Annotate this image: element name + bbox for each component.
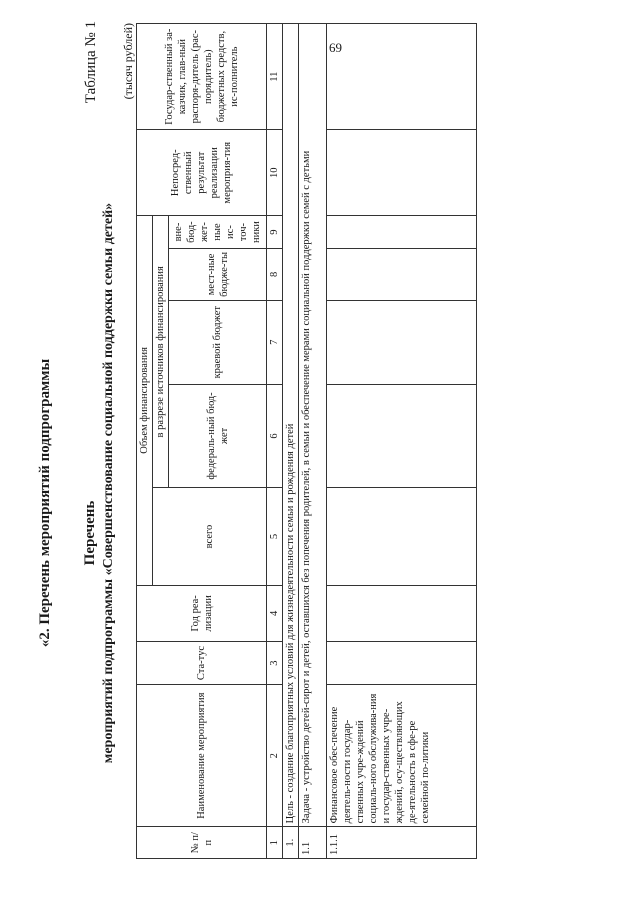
- empty-cell: [327, 488, 477, 585]
- col-number: 11: [267, 24, 283, 130]
- empty-cell: [327, 384, 477, 488]
- header-extra: вне-бюд-жет-ные ис-точ-ники: [169, 216, 267, 249]
- col-number: 10: [267, 130, 283, 216]
- rotated-page-content: [35, 21, 605, 883]
- col-number: 5: [267, 488, 283, 585]
- header-customer: Государ-ственный за-казчик, глав-ный распоря-дитель (рас-порядитель) бюджетных средств, ис-полнитель: [137, 24, 267, 130]
- section-heading: «2. Перечень мероприятий подпрограммы: [37, 358, 53, 648]
- header-num: № п/п: [137, 827, 267, 859]
- col-number: 4: [267, 585, 283, 641]
- col-number: 7: [267, 300, 283, 384]
- col-number: 9: [267, 216, 283, 249]
- col-number: 1: [267, 827, 283, 859]
- row-num: 1.1: [299, 827, 327, 859]
- header-year: Год реа-лизации: [137, 585, 267, 641]
- empty-cell: [327, 24, 477, 130]
- list-title: Перечень: [82, 500, 98, 566]
- col-number: 3: [267, 642, 283, 685]
- col-number: 2: [267, 685, 283, 827]
- empty-cell: [327, 642, 477, 685]
- header-funding: Объем финансирования: [137, 216, 153, 585]
- header-federal: федераль-ный бюд-жет: [169, 384, 267, 488]
- table-row: [283, 24, 299, 859]
- header-by-sources: в разрезе источников финансирования: [153, 216, 169, 488]
- col-number: 8: [267, 248, 283, 300]
- table-number: Таблица № 1: [83, 21, 99, 104]
- measure-name: Финансовое обес-печение деятель-ности государ-ственных учре-ждений социаль-ного обслужива-ния и государ-ственных учре-ждений, осу-ществляющих де-ятельность в сфе-ре семейной по-литики: [327, 685, 477, 827]
- header-status: Ста-тус: [137, 642, 267, 685]
- header-result: Непосред-ственный результат реализации мероприя-тия: [137, 130, 267, 216]
- units-label: (тысяч рублей): [121, 23, 135, 100]
- empty-cell: [327, 248, 477, 300]
- table-row: [299, 24, 327, 859]
- goal-text: Цель - создание благоприятных условий для жизнедеятельности семьи и рождения детей: [283, 24, 299, 827]
- empty-cell: [327, 585, 477, 641]
- empty-cell: [327, 300, 477, 384]
- table-row: [327, 24, 477, 859]
- col-number: 6: [267, 384, 283, 488]
- row-num: 1.: [283, 827, 299, 859]
- subprogram-title: мероприятий подпрограммы «Совершенствование социальной поддержки семьи детей»: [101, 202, 116, 764]
- measures-table: [136, 23, 477, 859]
- header-total: всего: [153, 488, 267, 585]
- page-number: 69: [329, 40, 342, 55]
- row-num: 1.1.1: [327, 827, 477, 859]
- empty-cell: [327, 130, 477, 216]
- empty-cell: [327, 216, 477, 249]
- header-name: Наименование мероприятия: [137, 685, 267, 827]
- task-text: Задача - устройство детей-сирот и детей, оставшихся без попечения родителей, в семьи и обеспечение мерами социальной поддержки семей с детьми: [299, 24, 327, 827]
- column-number-row: [267, 24, 283, 859]
- header-regional: краевой бюджет: [169, 300, 267, 384]
- header-local: мест-ные бюдже-ты: [169, 248, 267, 300]
